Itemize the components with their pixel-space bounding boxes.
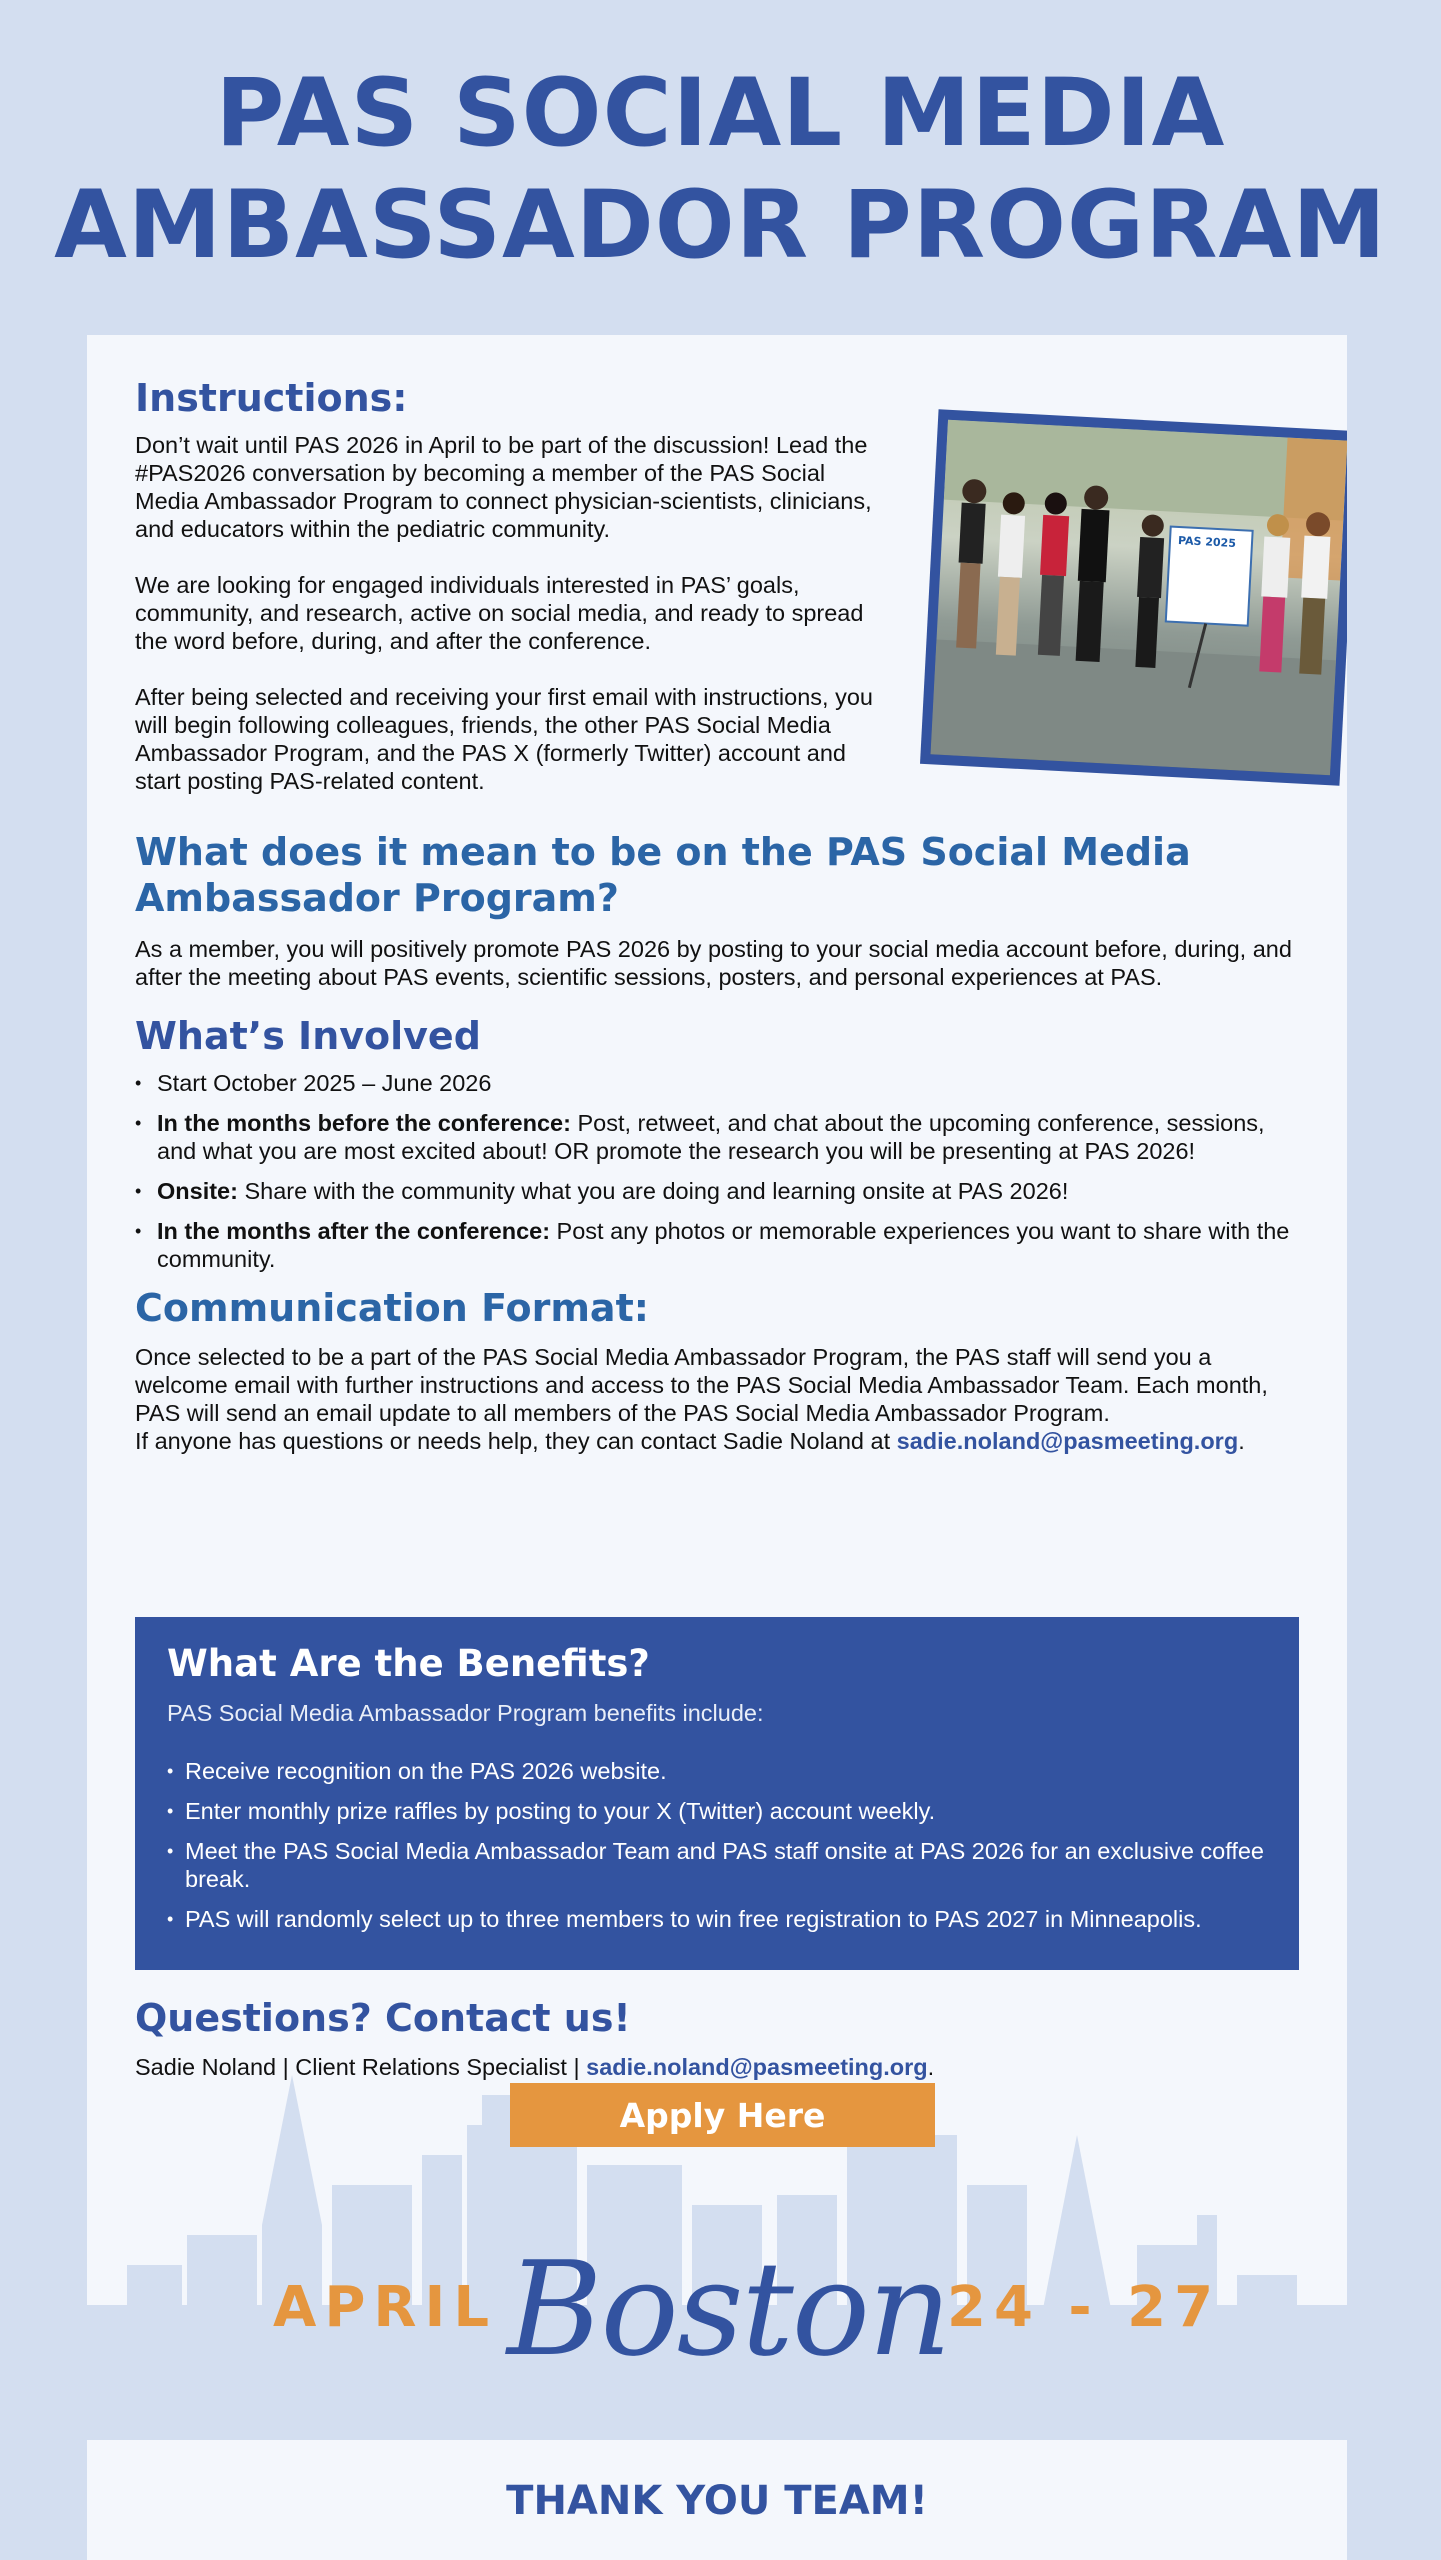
instructions-paragraph-2: We are looking for engaged individuals interested in PAS’ goals, community, and research, active on social media, and ready to spread the word before, during, and after the conference.: [135, 572, 864, 654]
period: .: [927, 2054, 935, 2080]
instructions-heading: Instructions:: [135, 376, 408, 420]
thank-you-text: THANK YOU TEAM!: [506, 2478, 928, 2524]
list-item: [135, 1069, 1299, 1097]
apply-here-button[interactable]: Apply Here: [510, 2083, 935, 2147]
benefits-list: [167, 1757, 1277, 1945]
list-item: • PAS will randomly select up to three members to win free registration to PAS 2027 in Minneapolis.: [167, 1905, 1277, 1933]
thank-you-banner: [87, 2440, 1347, 2560]
list-item: [135, 1177, 1299, 1205]
item-text: Share with the community what you are doing and learning onsite at PAS 2026!: [237, 1178, 1069, 1204]
contact-heading: Questions? Contact us!: [135, 1996, 631, 2040]
title-line-2: AMBASSADOR PROGRAM: [54, 171, 1387, 280]
list-item: [135, 1217, 1299, 1273]
contact-line: [135, 2053, 1299, 2081]
involved-list: [135, 1069, 1299, 1273]
list-item: • Receive recognition on the PAS 2026 website.: [167, 1757, 1277, 1785]
list-item: [135, 1109, 1299, 1165]
benefits-heading: What Are the Benefits?: [167, 1642, 650, 1685]
item-bold: Onsite:: [157, 1178, 238, 1204]
instructions-paragraph-1: Don’t wait until PAS 2026 in April to be part of the discussion! Lead the #PAS2026 conversation by becoming a member of the PAS Social Media Ambassador Program to connect physician-scientists, clinicians, and educators within the pediatric community.: [135, 432, 872, 542]
meaning-heading: What does it mean to be on the PAS Social Media Ambassador Program?: [135, 830, 1191, 920]
team-photo: [931, 420, 1347, 775]
email-link[interactable]: sadie.noland@pasmeeting.org: [586, 2054, 928, 2080]
benefits-box: [135, 1617, 1299, 1970]
email-link[interactable]: sadie.noland@pasmeeting.org: [896, 1428, 1239, 1454]
list-item: • Meet the PAS Social Media Ambassador Team and PAS staff onsite at PAS 2026 for an exclusive coffee break.: [167, 1837, 1277, 1893]
item-text: Start October 2025 – June 2026: [157, 1070, 492, 1096]
title-line-1: PAS SOCIAL MEDIA: [215, 59, 1226, 168]
communication-body: Once selected to be a part of the PAS Social Media Ambassador Program, the PAS staff will send you a welcome email with further instructions and access to the PAS Social Media Ambassador Team. Each month, PAS will send an email update to all members of the PAS Social Media Ambassador Program.: [135, 1344, 1268, 1426]
item-text: Post, retweet, and chat about the upcoming conference, sessions, and what you are most excited about! OR promote the research you will be presenting at PAS 2026!: [157, 1110, 1265, 1164]
contact-section: [135, 1995, 1299, 2081]
communication-section: [135, 1285, 1299, 1455]
list-item: • Enter monthly prize raffles by posting to your X (Twitter) account weekly.: [167, 1797, 1277, 1825]
sign-title: PAS 2025: [1177, 533, 1237, 550]
item-bold: In the months before the conference:: [157, 1110, 571, 1136]
meaning-section: [135, 829, 1299, 991]
photo-illustration: [931, 420, 1347, 775]
event-dates: [87, 2233, 1347, 2405]
communication-heading: Communication Format:: [135, 1286, 649, 1330]
benefits-intro: PAS Social Media Ambassador Program benefits include:: [167, 1700, 764, 1726]
event-day-range: 24 - 27: [947, 2275, 1222, 2340]
page-title: [0, 58, 1441, 282]
contact-text: If anyone has questions or needs help, they can contact Sadie Noland at: [135, 1428, 897, 1454]
event-month: APRIL: [273, 2275, 498, 2340]
communication-contact: [135, 1427, 1299, 1455]
content-card: [87, 335, 1347, 2440]
instructions-paragraph-3: After being selected and receiving your first email with instructions, you will begin following colleagues, friends, the other PAS Social Media Ambassador Program, and the PAS X (formerly Twitter) account and start posting PAS-related content.: [135, 684, 873, 794]
item-bold: In the months after the conference:: [157, 1218, 551, 1244]
event-city: Boston: [507, 2233, 950, 2385]
team-photo-frame: [920, 409, 1347, 785]
involved-heading: What’s Involved: [135, 1014, 481, 1058]
involved-section: [135, 1013, 1299, 1273]
meaning-body: As a member, you will positively promote PAS 2026 by posting to your social media account before, during, and after the meeting about PAS events, scientific sessions, posters, and personal experiences at PAS.: [135, 936, 1292, 990]
contact-text: Sadie Noland | Client Relations Specialist |: [135, 2054, 587, 2080]
item-text: Post any photos or memorable experiences you want to share with the community.: [157, 1218, 1290, 1272]
period: .: [1238, 1428, 1245, 1454]
